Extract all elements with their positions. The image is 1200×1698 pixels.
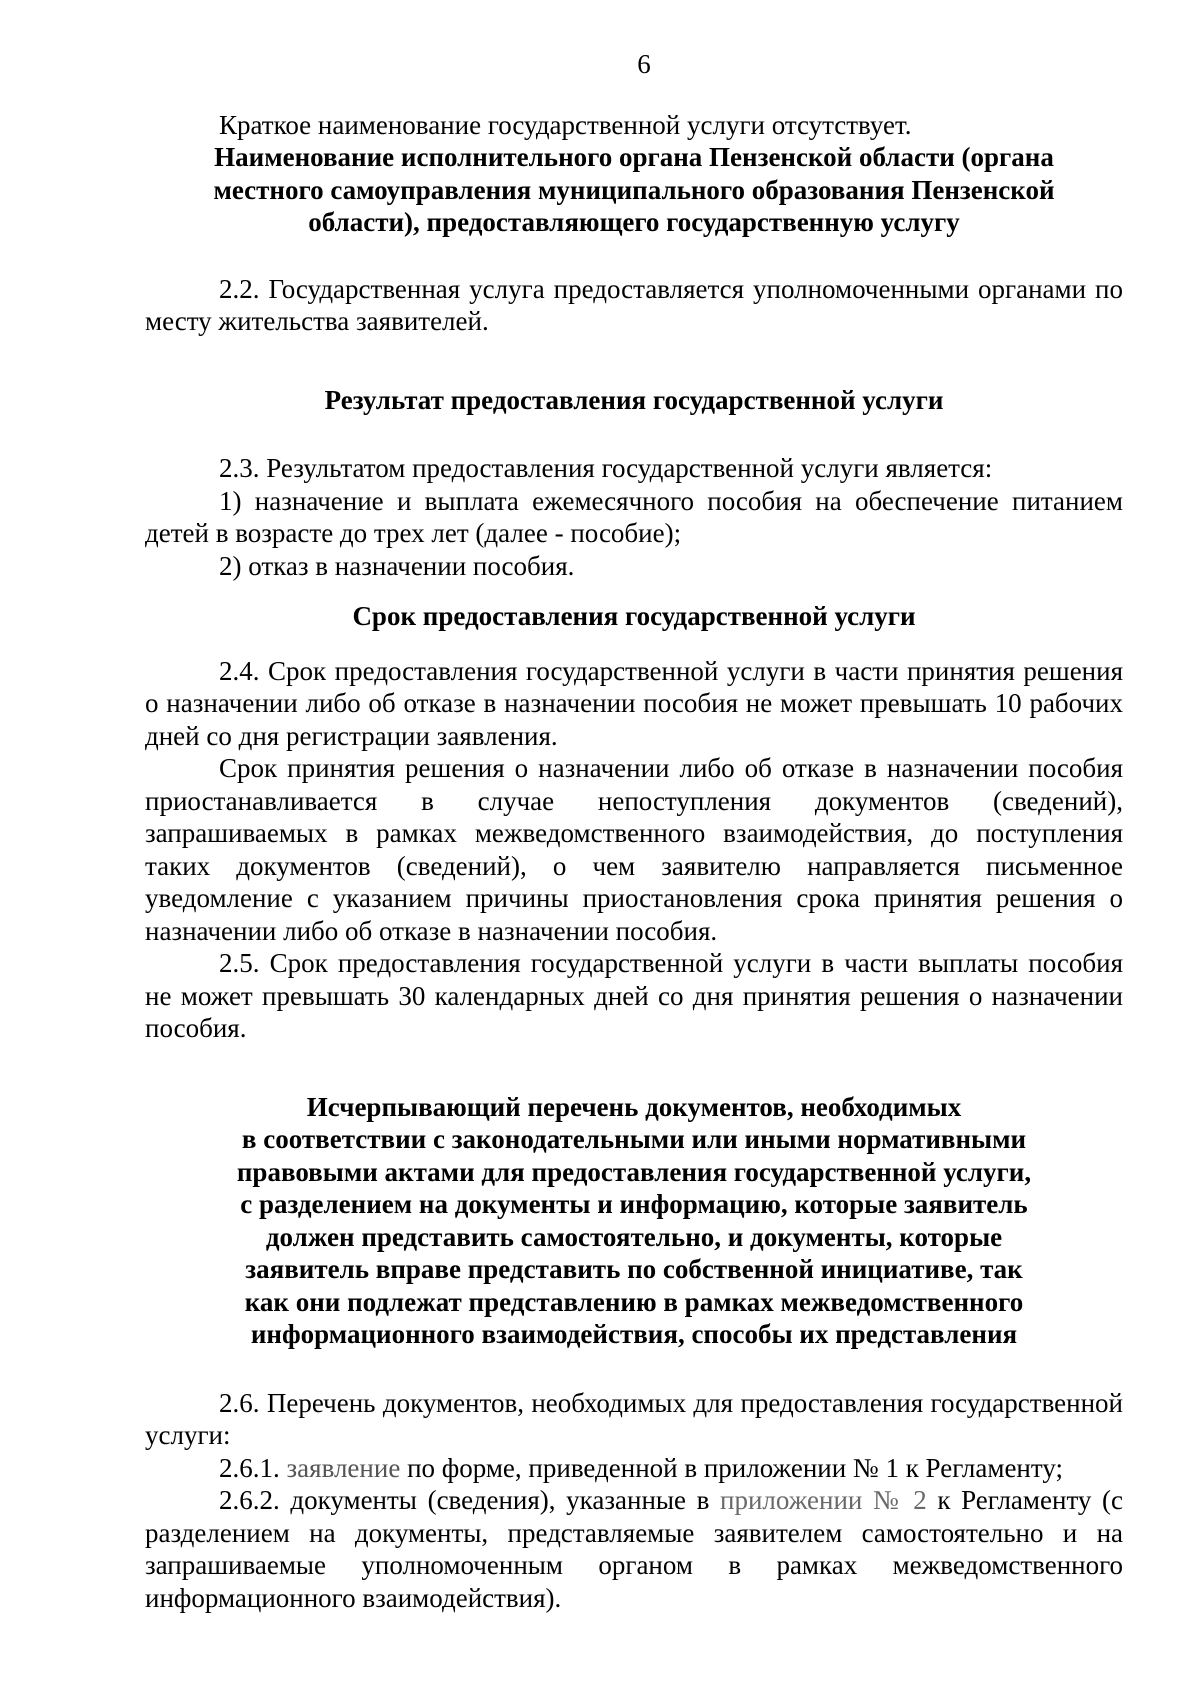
heading-authority-line: местного самоуправления муниципального образования Пензенской — [213, 174, 1055, 205]
paragraph-2-6-2 — [145, 1484, 1123, 1614]
paragraph-2-6-1-faded: заявление — [286, 1452, 401, 1483]
paragraph-2-6-2-lead: 2.6.2. документы (сведения), указанные в — [219, 1485, 721, 1515]
paragraph-2-4: 2.4. Срок предоставления государственной услуги в части принятия решения о назначении либо об отказе в назначении пособия не может превышать 10 рабочих дней со дня регистрации заявления. — [145, 655, 1123, 751]
paragraph-2-6-2-rest: к Регламенту (с разделением на документы, представляемые заявителем самостоятельно и на запрашиваемые уполномоченным органом в рамках межведомственного информационного взаимодействия). — [145, 1485, 1123, 1613]
heading-documents-line: правовыми актами для предоставления государственной услуги, — [236, 1156, 1032, 1187]
paragraph-2-3-item-2: 2) отказ в назначении пособия. — [219, 550, 575, 581]
paragraph-2-3-item-1: 1) назначение и выплата ежемесячного пособия на обеспечение питанием детей в возрасте до трех лет (далее - пособие); — [145, 485, 1123, 548]
heading-authority-line: области), предоставляющего государственную услугу — [308, 207, 960, 237]
heading-documents — [145, 1091, 1123, 1351]
short-name-note: Краткое наименование государственной услуги отсутствует. — [219, 109, 912, 140]
paragraph-2-6-1-rest: по форме, приведенной в приложении № 1 к Регламенту; — [400, 1452, 1063, 1483]
heading-documents-line: информационного взаимодействия, способы их представления — [250, 1319, 1018, 1349]
heading-documents-line: с разделением на документы и информацию, которые заявитель — [240, 1189, 1028, 1219]
heading-documents-line: Исчерпывающий перечень документов, необходимых — [306, 1091, 962, 1122]
paragraph-2-4-suspend: Срок принятия решения о назначении либо об отказе в назначении пособия приостанавливается в случае непоступления документов (сведений), запрашиваемых в рамках межведомственного взаимодействия, до поступления таких документов (сведений), о чем заявителю направляется письменное уведомление с указанием причины приостановления срока принятия решения о назначении либо об отказе в назначении пособия. — [145, 753, 1123, 946]
paragraph-2-2: 2.2. Государственная услуга предоставляется уполномоченными органами по месту жительства заявителей. — [145, 273, 1123, 336]
heading-authority — [145, 141, 1123, 239]
heading-documents-line: заявитель вправе представить по собственной инициативе, так — [245, 1254, 1023, 1284]
heading-documents-line: как они подлежат представлению в рамках межведомственного — [244, 1286, 1024, 1317]
page-number: 6 — [637, 49, 651, 79]
document-page — [145, 48, 1123, 1614]
heading-documents-line: в соответствии с законодательными или иными нормативными — [241, 1124, 1027, 1154]
paragraph-2-6-1 — [145, 1452, 1123, 1485]
paragraph-2-6-1-number: 2.6.1. — [219, 1452, 287, 1483]
paragraph-2-6-2-faded: приложении № 2 — [720, 1485, 927, 1515]
heading-result: Результат предоставления государственной услуги — [324, 384, 944, 415]
heading-documents-line: должен представить самостоятельно, и документы, которые — [265, 1221, 1003, 1252]
heading-authority-line: Наименование исполнительного органа Пензенской области (органа — [214, 142, 1054, 172]
paragraph-2-3: 2.3. Результатом предоставления государственной услуги является: — [219, 453, 993, 483]
heading-term: Срок предоставления государственной услуги — [352, 601, 916, 631]
paragraph-2-5: 2.5. Срок предоставления государственной услуги в части выплаты пособия не может превышать 30 календарных дней со дня принятия решения о назначении пособия. — [145, 948, 1123, 1043]
paragraph-2-6: 2.6. Перечень документов, необходимых для предоставления государственной услуги: — [145, 1387, 1123, 1450]
